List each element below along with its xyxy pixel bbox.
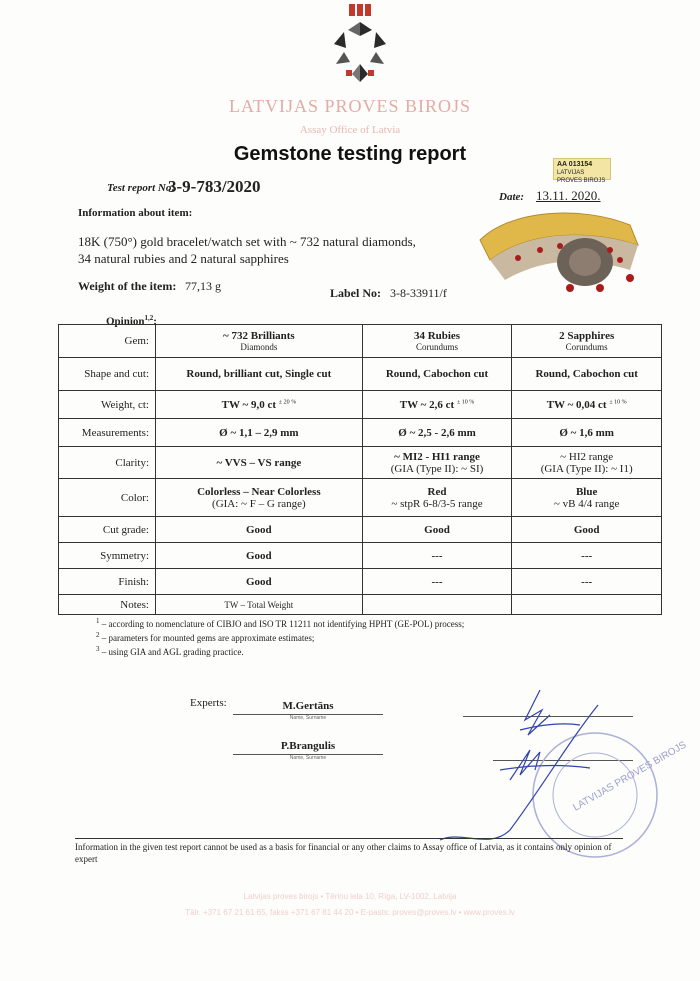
table-cell: --- [512,543,662,569]
footer-line: Tālr. +371 67 21 61 65, fakss +371 67 81 44 20 • E-pasts: proves@proves.lv • www.proves.lv [185,908,515,917]
table-cell: ~ HI2 range (GIA (Type II): ~ I1) [512,447,662,479]
test-report-number: 3-9-783/2020 [168,177,261,196]
opinion-label: Opinion$^{1,2}$: [106,314,157,328]
sticker-text: LATVIJAS PROVES BIROJS [557,170,606,184]
table-cell: 34 Rubies Corundums [362,325,512,358]
table-cell: --- [362,569,512,595]
row-header: Finish: [59,569,156,595]
label-no-label: Label No: [330,286,381,300]
table-cell: Good [156,543,363,569]
item-description-line: 18K (750°) gold bracelet/watch set with ~ 732 natural diamonds, [78,234,416,249]
table-row [59,358,662,391]
table-row [59,543,662,569]
table-cell: --- [362,543,512,569]
table-cell: Ø ~ 2,5 - 2,6 mm [362,419,512,447]
table-row [59,517,662,543]
org-name: LATVIJAS PROVES BIROJS [228,96,472,116]
table-row [59,391,662,419]
table-cell: TW ~ 2,6 ct $^{\pm 10 \%}$ [362,391,512,419]
row-header: Gem: [59,325,156,358]
table-cell: ~ VVS – VS range [156,447,363,479]
table-cell [512,595,662,615]
footnote: $^2$ – parameters for mounted gems are approximate estimates; [96,631,315,643]
experts-label: Experts: [190,697,227,709]
table-cell: ~ MI2 - HI1 range (GIA (Type II): ~ SI) [362,447,512,479]
bracelet-photo [470,200,645,300]
table-cell: Red ~ stpR 6-8/3-5 range [362,479,512,517]
table-row [59,419,662,447]
weight-label: Weight of the item: [78,279,177,293]
table-cell: Round, Cabochon cut [362,358,512,391]
assay-office-logo [320,2,400,90]
test-report-label: Test report No: [107,182,176,194]
item-description-line: 34 natural rubies and 2 natural sapphires [78,251,289,266]
handwritten-signature [480,680,600,840]
row-header: Cut grade: [59,517,156,543]
stamp-text: LATVIJAS PROVES BIROJS [571,739,689,814]
row-header: Weight, ct: [59,391,156,419]
table-cell: Good [362,517,512,543]
footnote: $^3$ – using GIA and AGL grading practice. [96,645,244,657]
table-cell: Round, brilliant cut, Single cut [156,358,363,391]
row-header: Color: [59,479,156,517]
footer-line: Latvijas proves birojs • Tēriņu iela 10, Rīga, LV-1002, Latvija [243,892,457,901]
table-cell [362,595,512,615]
table-cell: Good [156,569,363,595]
disclaimer: Information in the given test report cannot be used as a basis for financial or any other claims to Assay office of Latvia, as it contains only opinion of expert [75,842,612,864]
label-sticker [553,158,611,184]
table-row [59,595,662,615]
sticker-code: AA 013154 [557,161,593,168]
table-cell: Good [156,517,363,543]
table-cell: Round, Cabochon cut [512,358,662,391]
table-row [59,447,662,479]
row-header: Measurements: [59,419,156,447]
report-title: Gemstone testing report [233,143,467,165]
table-cell: Good [512,517,662,543]
weight-value: 77,13 g [185,279,221,293]
table-cell: Ø ~ 1,1 – 2,9 mm [156,419,363,447]
org-subtitle: Assay Office of Latvia [299,124,401,136]
table-cell: Ø ~ 1,6 mm [512,419,662,447]
table-cell: Colorless – Near Colorless (GIA: ~ F – G range) [156,479,363,517]
label-no-value: 3-8-33911/f [390,286,447,300]
gem-table [58,324,662,615]
table-row [59,479,662,517]
item-description [78,233,458,267]
table-cell: Blue ~ vB 4/4 range [512,479,662,517]
table-cell: TW ~ 9,0 ct $^{\pm 20 \%}$ [156,391,363,419]
table-row [59,325,662,358]
row-header: Clarity: [59,447,156,479]
date-value: 13.11. 2020. [536,188,601,203]
table-cell: ~ 732 Brilliants Diamonds [156,325,363,358]
name-surname-caption: Name, Surname [289,715,327,721]
row-header: Shape and cut: [59,358,156,391]
table-cell: --- [512,569,662,595]
date-label: Date: [499,191,525,203]
table-cell: TW – Total Weight [156,595,363,615]
expert-name: P.Brangulis [280,740,336,752]
divider [75,838,623,839]
table-cell: TW ~ 0,04 ct $^{\pm 10 \%}$ [512,391,662,419]
expert-name: M.Gertāns [282,700,334,712]
table-cell: 2 Sapphires Corundums [512,325,662,358]
name-surname-caption: Name, Surname [289,755,327,761]
row-header: Notes: [59,595,156,615]
table-row [59,569,662,595]
info-label: Information about item: [78,207,193,219]
row-header: Symmetry: [59,543,156,569]
footnote: $^1$ – according to nomenclature of CIBJO and ISO TR 11211 not identifying HPHT (GE-POL) process; [96,617,465,629]
